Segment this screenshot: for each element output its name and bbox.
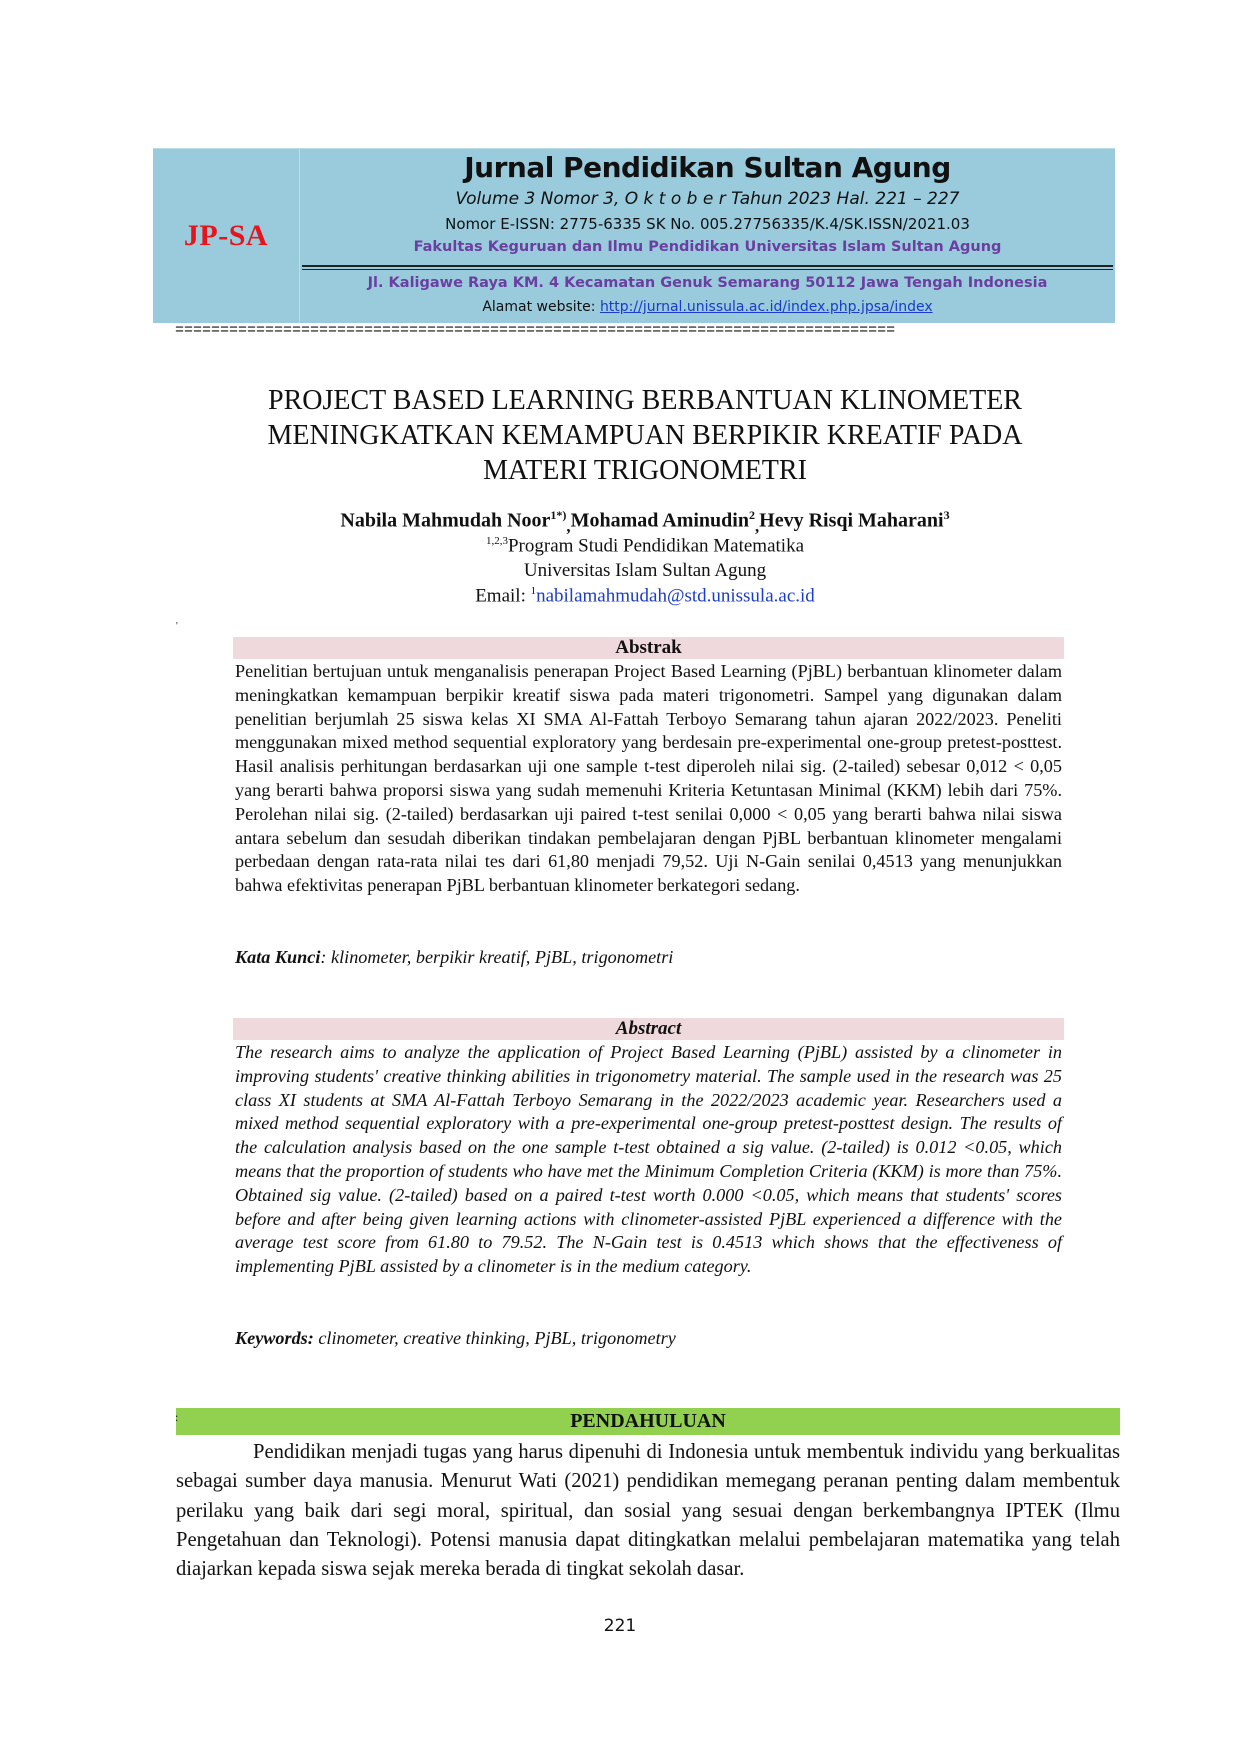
abstract-keywords (235, 1327, 1062, 1351)
abstract-body: The research aims to analyze the application of Project Based Learning (PjBL) assisted by a clinometer in improving students' creative thinking abilities in trigonometry material. The sample used in the research was 25 class XI students at SMA Al-Fattah Terboyo Semarang in the 2022/2023 academic year. Researchers used a mixed method sequential exploratory with a pre-experimental one-group pretest-posttest design. The results of the calculation analysis based on the one sample t-test obtained a sig value. (2-tailed) is 0.012 <0.05, which means that the proportion of students who have met the Minimum Completion Criteria (KKM) is more than 75%. Obtained sig value. (2-tailed) based on a paired t-test worth 0.000 <0.05, which means that students' scores before and after being given learning actions with clinometer-assisted PjBL experienced a difference with the average test score from 61.80 to 79.52. The N-Gain test is 0.4513 which shows that the effectiveness of implementing PjBL assisted by a clinometer is in the medium category. (235, 1042, 1062, 1277)
kata-kunci-label: Kata Kunci (235, 947, 321, 967)
website-link[interactable]: http://jurnal.unissula.ac.id/index.php.jpsa/index (599, 299, 933, 315)
journal-header (153, 148, 1115, 323)
title-line-1: PROJECT BASED LEARNING BERBANTUAN KLINOMETER (268, 385, 1022, 416)
website-label: Alamat website: (482, 299, 600, 315)
margin-mark: ' (176, 621, 178, 632)
journal-title: Jurnal Pendidikan Sultan Agung (464, 151, 951, 184)
author-list: Nabila Mahmudah Noor$^{1*)}_,$Mohamad Aminudin$^2_,$Hevy Risqi Maharani$^3$ (340, 508, 950, 536)
abstrak-keywords (235, 946, 1062, 970)
author-2-sup: 2 (748, 508, 755, 522)
author-1-sup: 1*) (550, 508, 567, 522)
affiliation-program: $^{1,2,3}$Program Studi Pendidikan Matematika (485, 535, 805, 557)
author-email: Email: $^1$nabilamahmudah@std.unissula.ac.id (475, 585, 815, 607)
separator-line: ================================================================================ (175, 323, 896, 339)
page-number: 221 (603, 1616, 637, 1636)
journal-volume: Volume 3 Nomor 3, O k t o b e r Tahun 2023 Hal. 221 – 227 (455, 189, 960, 209)
pendahuluan-heading: PENDAHULUAN (176, 1408, 1120, 1435)
author-1: Nabila Mahmudah Noor (340, 509, 551, 532)
journal-logo: JP-SA (183, 219, 269, 252)
email-link[interactable]: nabilamahmudah@std.unissula.ac.id (536, 585, 815, 607)
keywords-label: Keywords: (235, 1328, 314, 1348)
header-rule-thin (302, 269, 1113, 270)
abstract-heading: Abstract (233, 1018, 1064, 1040)
title-line-2: MENINGKATKAN KEMAMPUAN BERPIKIR KREATIF PADA (267, 420, 1023, 451)
pendahuluan-body: Pendidikan menjadi tugas yang harus dipenuhi di Indonesia untuk membentuk individu yang berkualitas sebagai sumber daya manusia. Menurut Wati (2021) pendidikan memegang peranan penting dalam membentuk perilaku yang baik dari segi moral, spiritual, dan sosial yang sesuai dengan berkembangnya IPTEK (Ilmu Pengetahuan dan Teknologi). Potensi manusia dapat ditingkatkan melalui pembelajaran matematika yang telah diajarkan kepada siswa sejak mereka berada di tingkat sekolah dasar. (176, 1441, 1120, 1581)
author-3: Hevy Risqi Maharani (759, 509, 944, 532)
affiliation-sup: 1,2,3 (485, 535, 508, 547)
author-3-sup: 3 (943, 508, 950, 522)
abstrak-heading: Abstrak (233, 637, 1064, 659)
journal-website (300, 299, 1115, 315)
article-title (180, 383, 1110, 488)
header-rule-thick (302, 265, 1113, 267)
journal-issn: Nomor E-ISSN: 2775-6335 SK No. 005.27756335/K.4/SK.ISSN/2021.03 (445, 215, 970, 233)
affiliation-university: Universitas Islam Sultan Agung (523, 560, 767, 581)
kata-kunci-value: : klinometer, berpikir kreatif, PjBL, trigonometri (320, 947, 674, 967)
title-line-3: MATERI TRIGONOMETRI (483, 455, 807, 486)
journal-address: Jl. Kaligawe Raya KM. 4 Kecamatan Genuk Semarang 50112 Jawa Tengah Indonesia (367, 275, 1048, 291)
journal-faculty: Fakultas Keguruan dan Ilmu Pendidikan Universitas Islam Sultan Agung (413, 239, 1002, 255)
abstrak-body: Penelitian bertujuan untuk menganalisis penerapan Project Based Learning (PjBL) berbantuan klinometer dalam meningkatkan kemampuan berpikir kreatif siswa pada materi trigonometri. Sampel yang digunakan dalam penelitian berjumlah 25 siswa kelas XI SMA Al-Fattah Terboyo Semarang tahun ajaran 2022/2023. Peneliti menggunakan mixed method sequential exploratory yang berdesain pre-experimental one-group pretest-posttest. Hasil analisis perhitungan berdasarkan uji one sample t-test diperoleh nilai sig. (2-tailed) sebesar 0,012 < 0,05 yang berarti bahwa proporsi siswa yang sudah memenuhi Kriteria Ketuntasan Minimal (KKM) lebih dari 75%. Perolehan nilai sig. (2-tailed) berdasarkan uji paired t-test senilai 0,000 < 0,05 yang berarti bahwa nilai siswa antara sebelum dan sesudah diberikan tindakan pembelajaran dengan PjBL berbantuan klinometer mengalami perbedaan dengan rata-rata nilai tes dari 61,80 menjadi 79,52. Uji N-Gain senilai 0,4513 yang menunjukkan bahwa efektivitas penerapan PjBL berbantuan klinometer berkategori sedang. (235, 661, 1062, 896)
journal-logo-cell (153, 149, 300, 323)
journal-info (300, 149, 1115, 323)
author-2: Mohamad Aminudin (570, 509, 749, 532)
heading-margin-mark: : (175, 1410, 179, 1424)
keywords-value: clinometer, creative thinking, PjBL, trigonometry (313, 1328, 676, 1348)
